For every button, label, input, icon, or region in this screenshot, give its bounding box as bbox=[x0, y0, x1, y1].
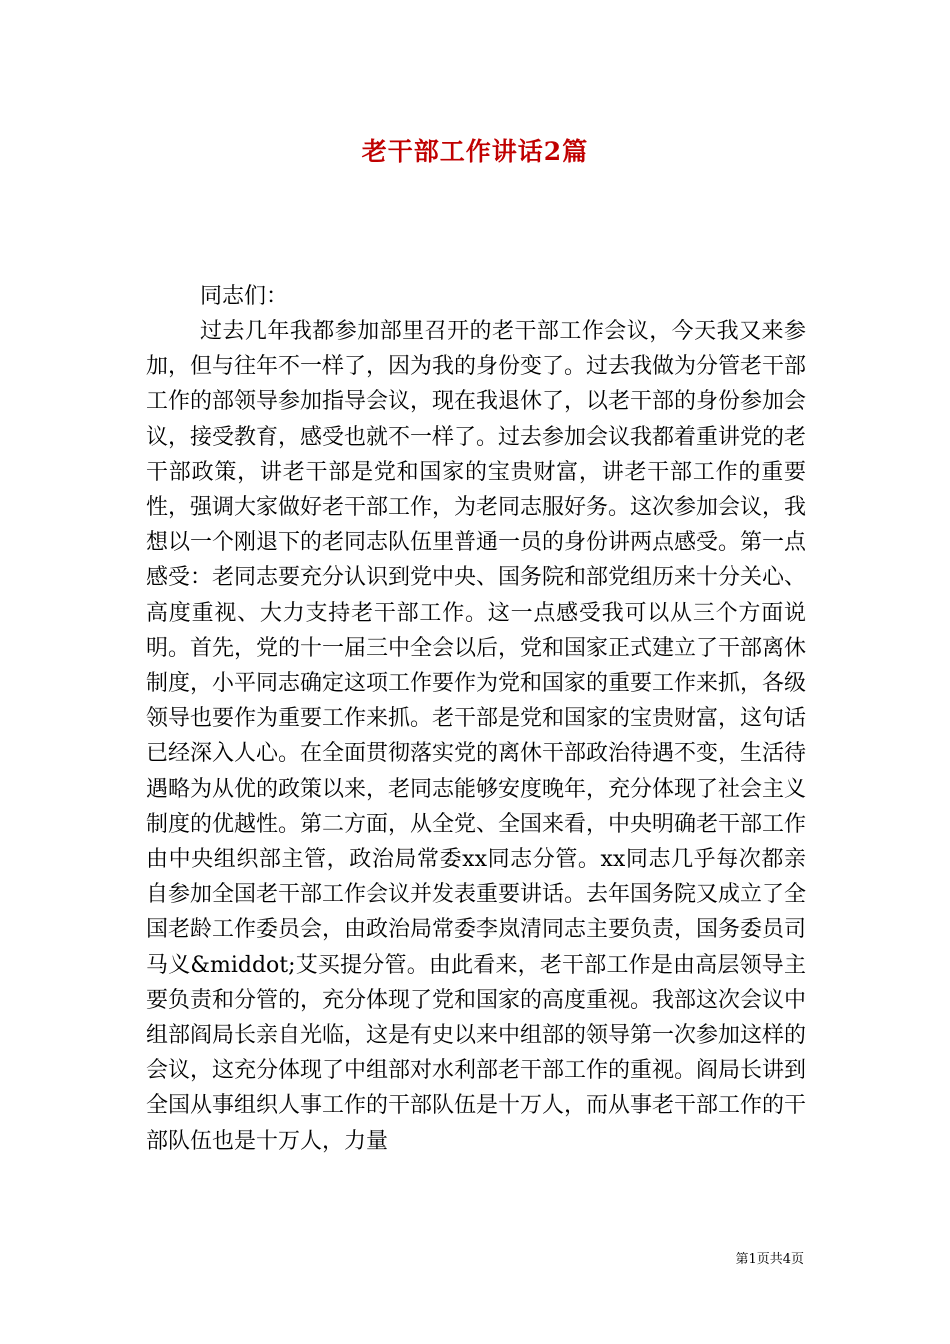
document-title: 老干部工作讲话2篇 bbox=[361, 137, 589, 166]
body-paragraph: 过去几年我都参加部里召开的老干部工作会议，今天我又来参加，但与往年不一样了，因为我的身份变了。过去我做为分管老干部工作的部领导参加指导会议，现在我退休了，以老干部的身份参加会议，接受教育，感受也就不一样了。过去参加会议我都着重讲党的老干部政策，讲老干部是党和国家的宝贵财富，讲老干部工作的重要性，强调大家做好老干部工作，为老同志服好务。这次参加会议，我想以一个刚退下的老同志队伍里普通一员的身份讲两点感受。第一点感受：老同志要充分认识到党中央、国务院和部党组历来十分关心、高度重视、大力支持老干部工作。这一点感受我可以从三个方面说明。首先，党的十一届三中全会以后，党和国家正式建立了干部离休制度，小平同志确定这项工作要作为党和国家的重要工作来抓，各级领导也要作为重要工作来抓。老干部是党和国家的宝贵财富，这句话已经深入人心。在全面贯彻落实党的离休干部政治待遇不变，生活待遇略为从优的政策以来，老同志能够安度晚年，充分体现了社会主义制度的优越性。第二方面，从全党、全国来看，中央明确老干部工作由中央组织部主管，政治局常委xx同志分管。xx同志几乎每次都亲自参加全国老干部工作会议并发表重要讲话。去年国务院又成立了全国老龄工作委员会，由政治局常委李岚清同志主要负责，国务委员司马义&middot;艾买提分管。由此看来，老干部工作是由高层领导主要负责和分管的，充分体现了党和国家的高度重视。我部这次会议中组部阎局长亲自光临，这是有史以来中组部的领导第一次参加这样的会议，这充分体现了中组部对水利部老干部工作的重视。阎局长讲到全国从事组织人事工作的干部队伍是十万人，而从事老干部工作的干部队伍也是十万人，力量 bbox=[146, 319, 807, 1154]
page-footer: 第1页共4页 bbox=[735, 1252, 804, 1267]
salutation: 同志们： bbox=[200, 284, 289, 309]
